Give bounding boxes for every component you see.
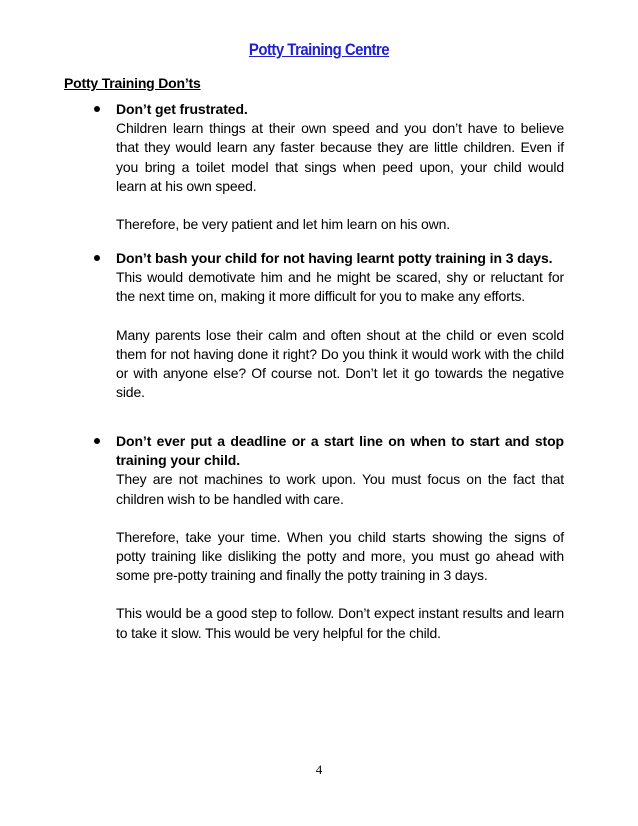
page-number: 4	[315, 762, 323, 777]
section-heading: Potty Training Don’ts	[64, 75, 201, 91]
bullet-icon	[94, 255, 100, 261]
list-item	[116, 249, 564, 402]
item-paragraph: Therefore, be very patient and let him learn on his own.	[116, 216, 451, 233]
item-heading: Don’t ever put a deadline or a start line on when to start and stop training your child.	[116, 433, 564, 469]
bullet-icon	[94, 438, 100, 444]
item-heading: Don’t bash your child for not having learnt potty training in 3 days.	[116, 250, 553, 266]
item-paragraph: They are not machines to work upon. You must focus on the fact that children wish to be handled with care.	[116, 471, 564, 507]
item-paragraph: This would demotivate him and he might be scared, shy or reluctant for the next time on, making it more difficult for you to make any efforts.	[116, 269, 564, 305]
item-paragraph: Children learn things at their own speed and you don’t have to believe that they would learn any faster because they are little children. Even if you bring a toilet model that sings when peed upon, your child would learn at his own speed.	[116, 120, 564, 194]
item-heading: Don’t get frustrated.	[116, 101, 248, 117]
list-item	[116, 100, 564, 234]
bullet-icon	[94, 106, 100, 112]
document-title: Potty Training Centre	[248, 40, 390, 59]
item-paragraph: This would be a good step to follow. Don’t expect instant results and learn to take it slow. This would be very helpful for the child.	[116, 605, 564, 641]
list-item	[116, 432, 564, 643]
item-paragraph: Therefore, take your time. When you child starts showing the signs of potty training like disliking the potty and more, you must go ahead with some pre-potty training and finally the potty training in 3 days.	[116, 528, 564, 584]
item-paragraph: Many parents lose their calm and often shout at the child or even scold them for not having done it right? Do you think it would work with the child or with anyone else? Of course not. Don’t let it go towards the negative side.	[116, 326, 564, 401]
